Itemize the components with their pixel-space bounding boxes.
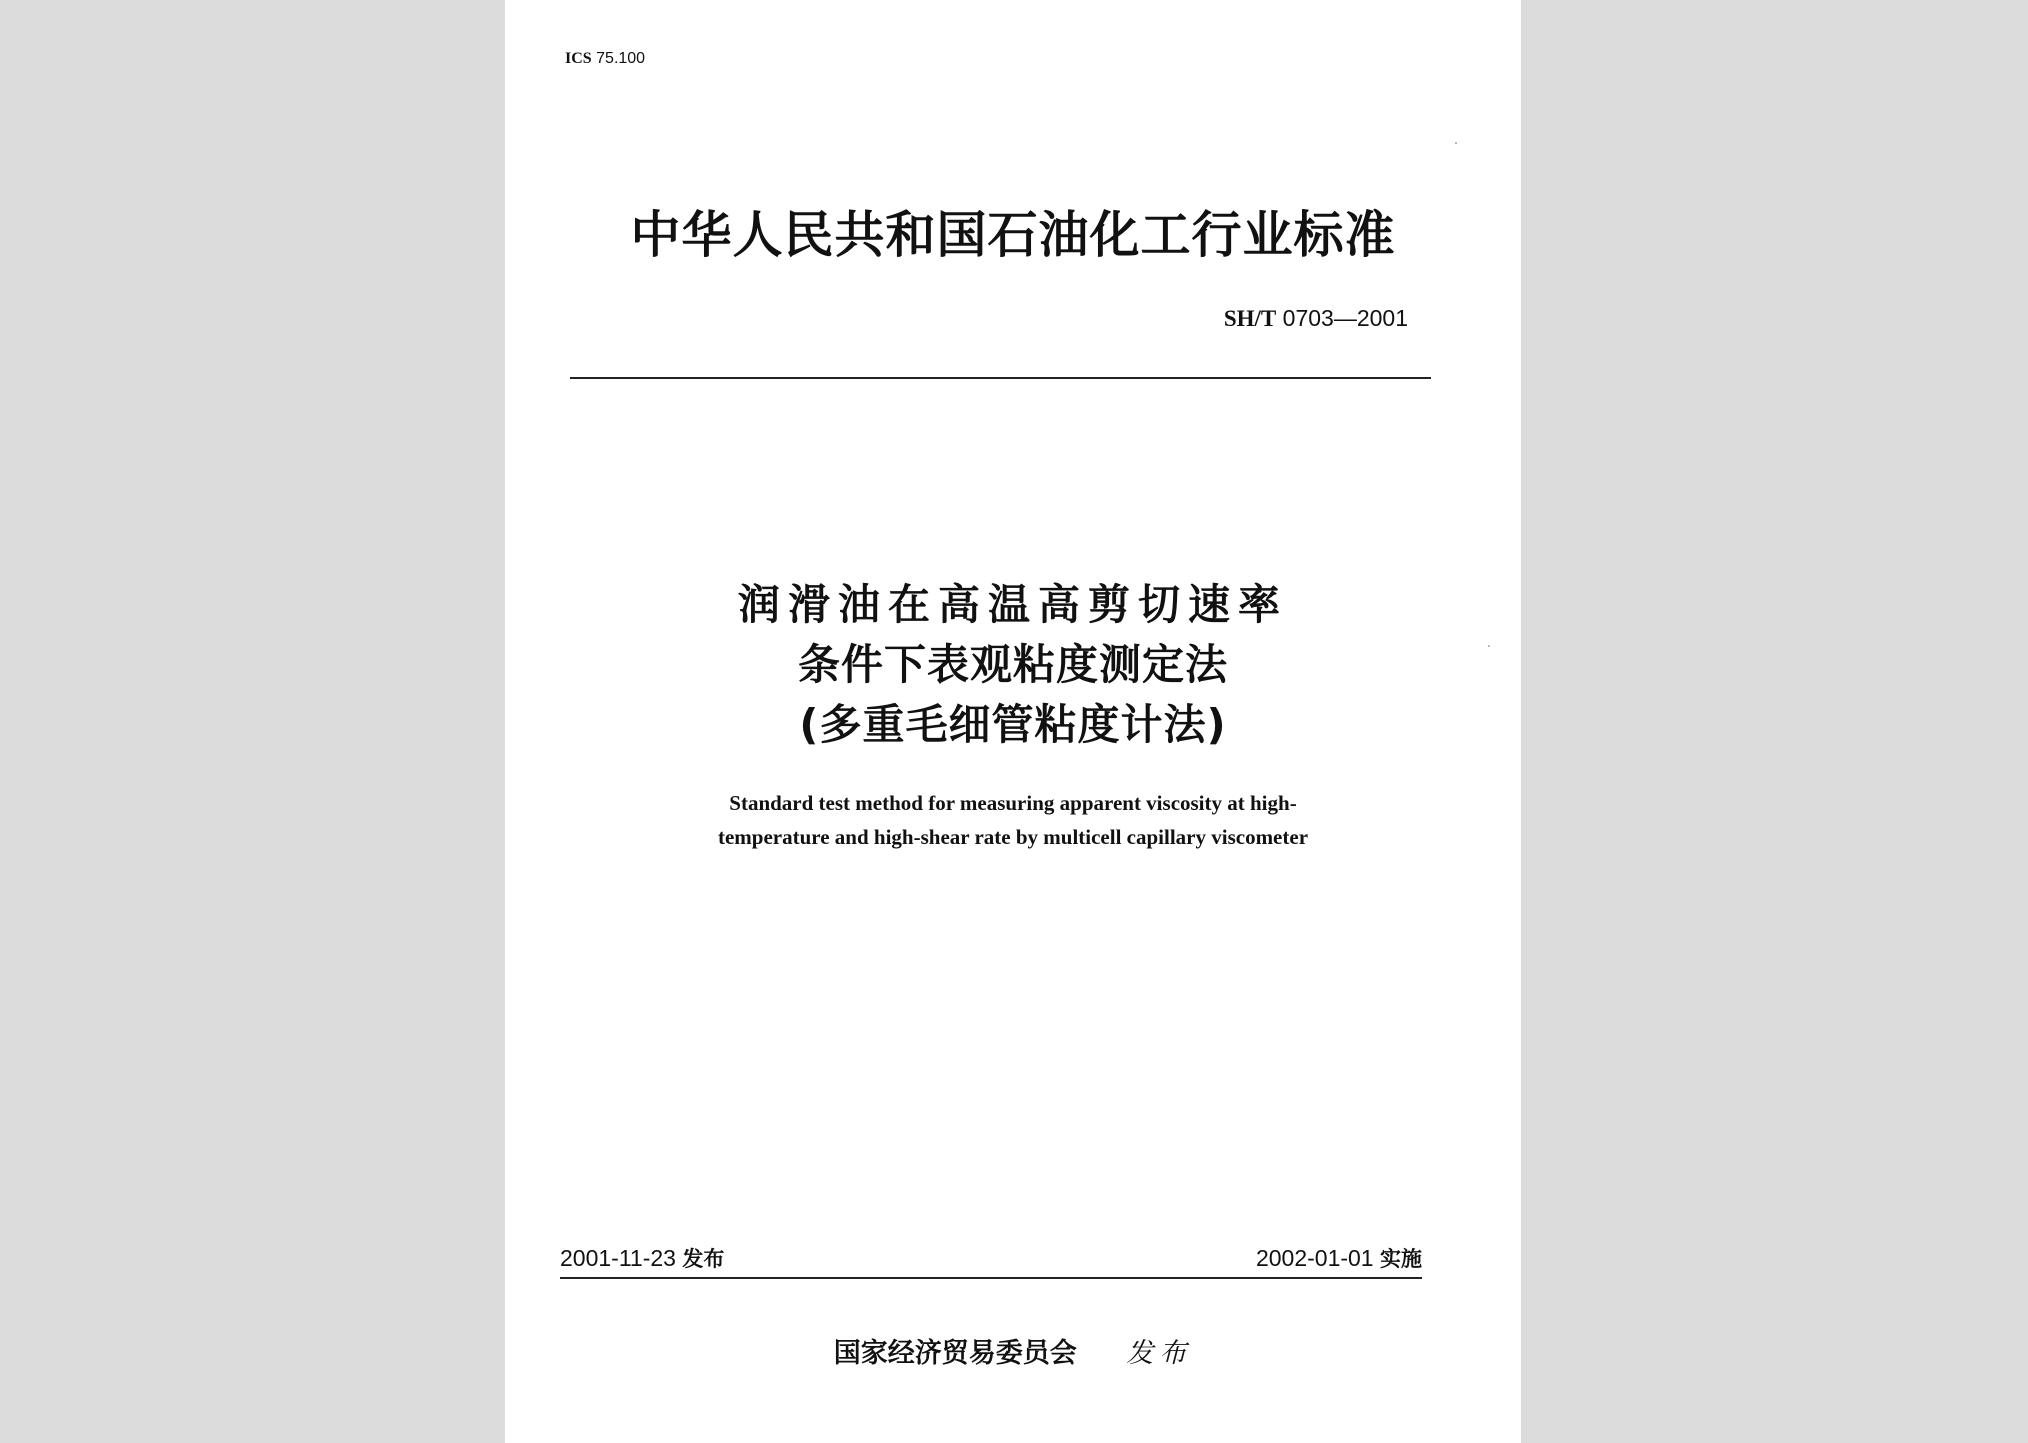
standard-code-prefix: SH/T bbox=[1223, 306, 1277, 331]
chinese-title bbox=[505, 575, 1521, 755]
scan-speck bbox=[1488, 645, 1490, 647]
publisher-name: 国家经济贸易委员会 bbox=[833, 1338, 1077, 1369]
ics-number: 75.100 bbox=[596, 50, 646, 67]
standard-code-number: 0703—2001 bbox=[1282, 305, 1408, 331]
effective-date-label: 实施 bbox=[1380, 1247, 1422, 1271]
effective-date-value: 2002-01-01 bbox=[1255, 1245, 1374, 1271]
date-row bbox=[560, 1243, 1422, 1277]
header-divider bbox=[570, 377, 1431, 379]
publisher-action: 发布 bbox=[1126, 1338, 1193, 1369]
standard-code bbox=[1224, 305, 1408, 332]
chinese-title-line-3: (多重毛细管粘度计法) bbox=[799, 700, 1227, 749]
english-title-line-1: Standard test method for measuring apparent viscosity at high- bbox=[729, 791, 1297, 815]
effective-date bbox=[1256, 1243, 1422, 1273]
ics-label: ICS bbox=[565, 50, 592, 67]
standard-title: 中华人民共和国石油化工行业标准 bbox=[630, 206, 1396, 264]
issue-date bbox=[560, 1243, 724, 1273]
english-title-line-2: temperature and high-shear rate by multicell capillary viscometer bbox=[717, 825, 1309, 849]
publisher bbox=[505, 1331, 1521, 1370]
issue-date-value: 2001-11-23 bbox=[560, 1245, 676, 1271]
footer-divider bbox=[560, 1277, 1422, 1279]
scan-speck bbox=[1455, 142, 1457, 144]
english-title bbox=[505, 786, 1521, 854]
issue-date-label: 发布 bbox=[682, 1247, 725, 1271]
ics-classification bbox=[565, 50, 645, 68]
chinese-title-line-1: 润滑油在高温高剪切速率 bbox=[737, 580, 1288, 629]
standard-cover-page bbox=[505, 0, 1521, 1443]
chinese-title-line-2: 条件下表观粘度测定法 bbox=[797, 640, 1228, 689]
